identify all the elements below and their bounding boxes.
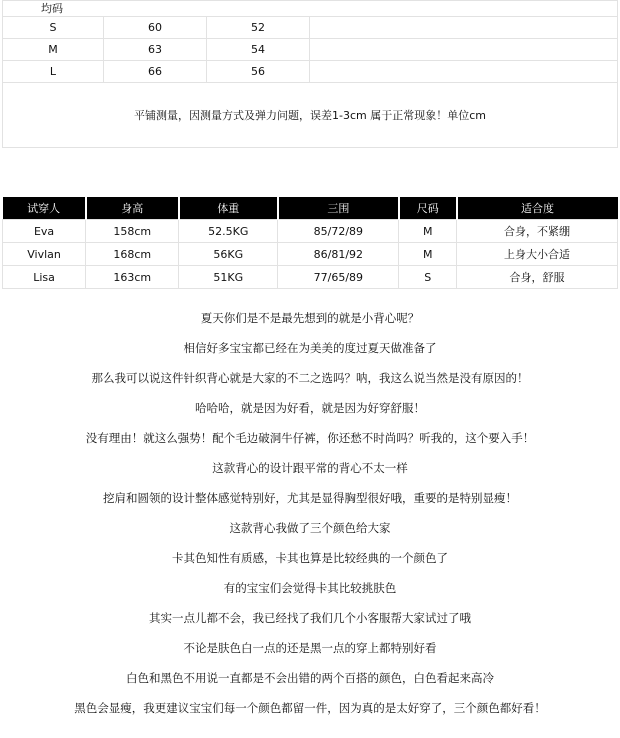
table-cell: 86/81/92 (278, 243, 399, 266)
empty-cell (310, 17, 618, 39)
table-cell: M (399, 243, 457, 266)
description-line: 没有理由！就这么强势！配个毛边破洞牛仔裤，你还愁不时尚吗？听我的，这个要入手！ (85, 431, 535, 445)
header-cell: 身高 (86, 197, 179, 220)
size-row (3, 17, 618, 39)
table-cell: Vivlan (3, 243, 86, 266)
size-cell: L (3, 61, 104, 83)
size-cell: S (3, 17, 104, 39)
description-line: 卡其色知性有质感，卡其也算是比较经典的一个颜色了 (172, 551, 448, 565)
description-line: 夏天你们是不是最先想到的就是小背心呢？ (200, 311, 420, 325)
empty-cell (310, 61, 618, 83)
header-cell: 三围 (278, 197, 399, 220)
size-table-header-row (3, 1, 618, 17)
measure-cell: 54 (207, 39, 310, 61)
description-line: 哈哈哈，就是因为好看，就是因为好穿舒服！ (195, 401, 425, 415)
description-line: 有的宝宝们会觉得卡其比较挑肤色 (223, 581, 397, 595)
header-cell: 适合度 (457, 197, 618, 220)
table-row (3, 243, 618, 266)
table-cell: 168cm (86, 243, 179, 266)
description-line: 挖肩和圆领的设计整体感觉特别好，尤其是显得胸型很好哦，重要的是特别显瘦！ (103, 491, 517, 505)
description-line: 相信好多宝宝都已经在为美美的度过夏天做准备了 (183, 341, 437, 355)
size-cell: M (3, 39, 104, 61)
header-cell: 尺码 (399, 197, 457, 220)
table-cell: 51KG (179, 266, 278, 289)
table-cell: 合身，舒服 (457, 266, 618, 289)
description-line: 白色和黑色不用说一直都是不会出错的两个百搭的颜色，白色看起来高冷 (126, 671, 494, 685)
measurement-note-row (3, 83, 618, 148)
description-line: 其实一点儿都不会，我已经找了我们几个小客服帮大家试过了哦 (149, 611, 471, 625)
table-cell: 77/65/89 (278, 266, 399, 289)
table-cell: 上身大小合适 (457, 243, 618, 266)
description-line: 这款背心我做了三个颜色给大家 (229, 521, 391, 535)
size-table-header-label: 均码 (3, 1, 618, 17)
table-cell: 158cm (86, 220, 179, 243)
measure-cell: 63 (104, 39, 207, 61)
size-row (3, 61, 618, 83)
size-table (2, 0, 618, 148)
measure-cell: 60 (104, 17, 207, 39)
table-cell: S (399, 266, 457, 289)
table-cell: 合身，不紧绷 (457, 220, 618, 243)
description-line: 黑色会显瘦，我更建议宝宝们每一个颜色都留一件，因为真的是太好穿了，三个颜色都好看！ (74, 701, 546, 715)
size-row (3, 39, 618, 61)
measure-cell: 52 (207, 17, 310, 39)
measurement-note: 平铺测量，因测量方式及弹力问题，误差1-3cm 属于正常现象！单位cm (3, 83, 618, 148)
product-description (0, 303, 620, 723)
table-cell: Eva (3, 220, 86, 243)
empty-cell (310, 39, 618, 61)
table-row (3, 220, 618, 243)
header-cell: 体重 (179, 197, 278, 220)
description-line: 那么我可以说这件针织背心就是大家的不二之选吗？呐，我这么说当然是没有原因的！ (91, 371, 529, 385)
measure-cell: 56 (207, 61, 310, 83)
table-cell: Lisa (3, 266, 86, 289)
description-line: 这款背心的设计跟平常的背心不太一样 (212, 461, 408, 475)
description-line: 不论是肤色白一点的还是黑一点的穿上都特别好看 (183, 641, 437, 655)
table-row (3, 266, 618, 289)
table-cell: 52.5KG (179, 220, 278, 243)
header-cell: 试穿人 (3, 197, 86, 220)
fitting-table-header (3, 197, 618, 220)
table-cell: 163cm (86, 266, 179, 289)
fitting-table (2, 197, 618, 289)
table-cell: 56KG (179, 243, 278, 266)
table-cell: M (399, 220, 457, 243)
table-cell: 85/72/89 (278, 220, 399, 243)
measure-cell: 66 (104, 61, 207, 83)
